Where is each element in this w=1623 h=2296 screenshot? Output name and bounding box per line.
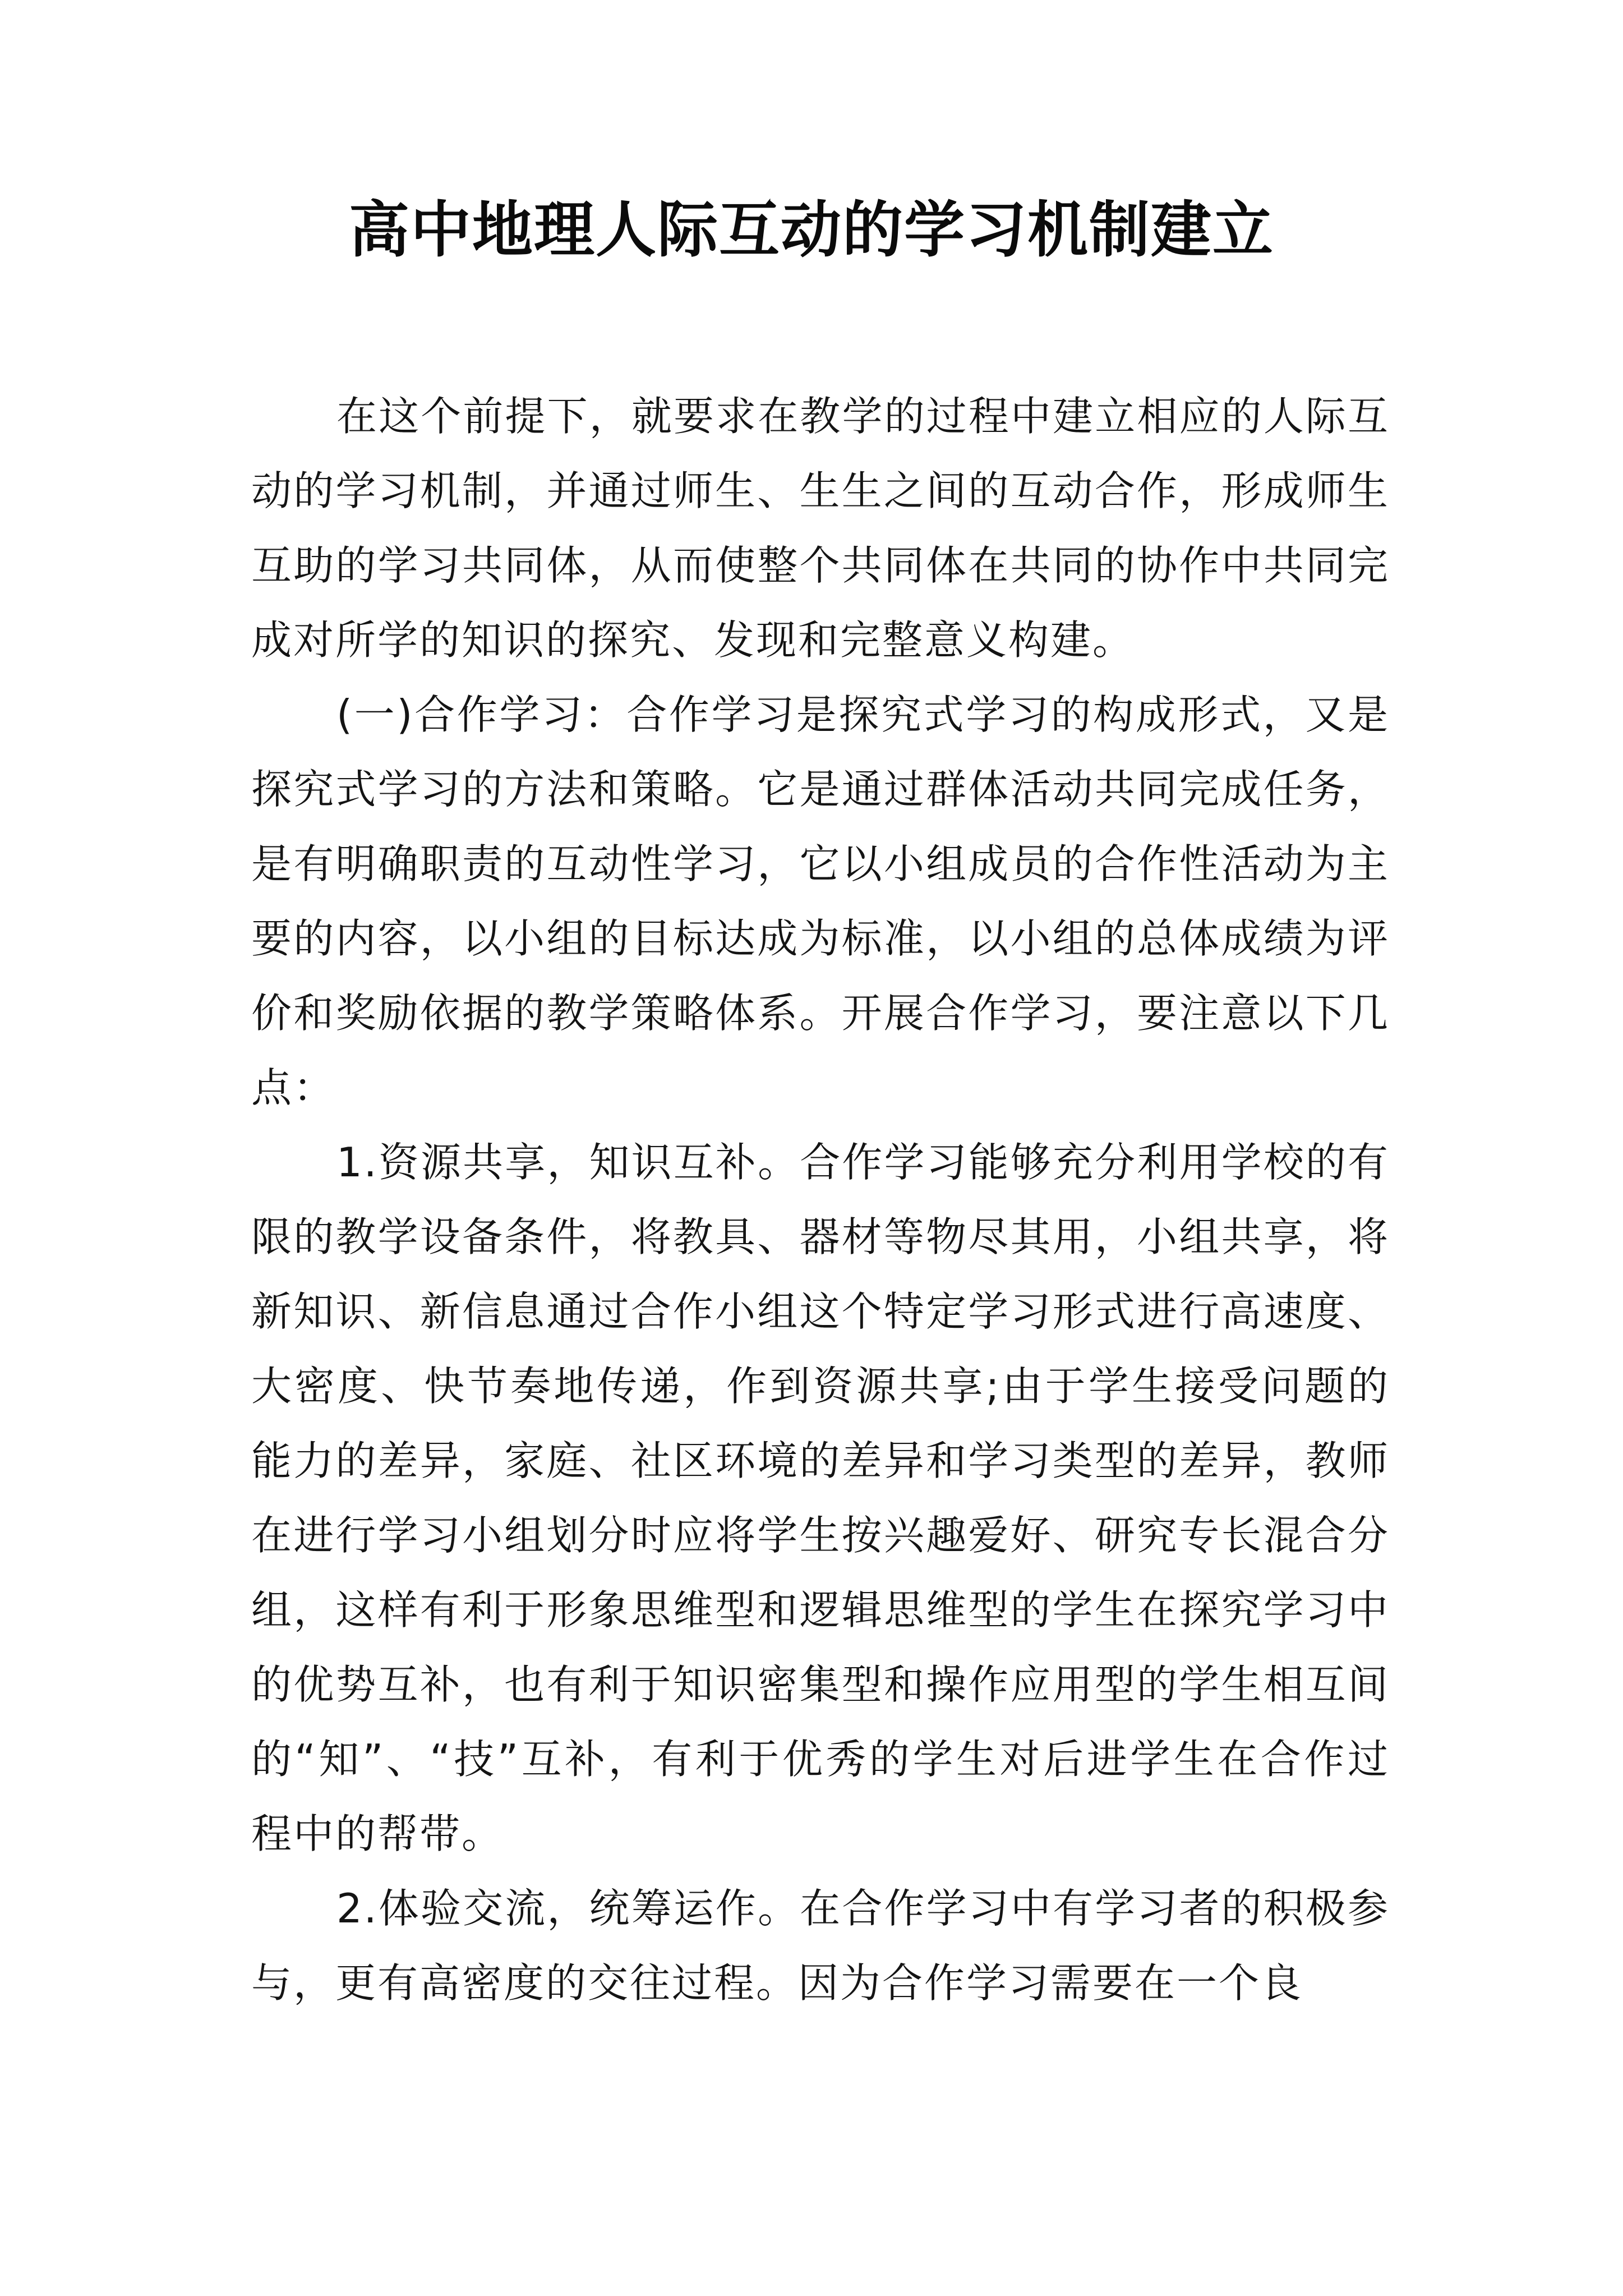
paragraph-experience-exchange: 2.体验交流，统筹运作。在合作学习中有学习者的积极参与，更有高密度的交往过程。因为合作学习需要在一个良 [251,1885,1390,2007]
paragraph-resource-sharing: 1.资源共享，知识互补。合作学习能够充分利用学校的有限的教学设备条件，将教具、器材等物尽其用，小组共享，将新知识、新信息通过合作小组这个特定学习形式进行高速度、大密度、快节奏地传递，作到资源共享;由于学生接受问题的能力的差异，家庭、社区环境的差异和学习类型的差异，教师在进行学习小组划分时应将学生按兴趣爱好、研究专长混合分组，这样有利于形象思维型和逻辑思维型的学生在探究学习中的优势互补，也有利于知识密集型和操作应用型的学生相互间的“知”、“技”互补，有利于优秀的学生对后进学生在合作过程中的帮带。 [251,1139,1390,1857]
document-body [251,379,1390,2021]
paragraph-intro: 在这个前提下，就要求在教学的过程中建立相应的人际互动的学习机制，并通过师生、生生之间的互动合作，形成师生互助的学习共同体，从而使整个共同体在共同的协作中共同完成对所学的知识的探究、发现和完整意义构建。 [251,393,1390,664]
paragraph-cooperative-learning: (一)合作学习：合作学习是探究式学习的构成形式，又是探究式学习的方法和策略。它是通过群体活动共同完成任务，是有明确职责的互动性学习，它以小组成员的合作性活动为主要的内容，以小组的目标达成为标准，以小组的总体成绩为评价和奖励依据的教学策略体系。开展合作学习，要注意以下几点： [251,691,1390,1111]
document-title: 高中地理人际互动的学习机制建立 [348,195,1274,265]
